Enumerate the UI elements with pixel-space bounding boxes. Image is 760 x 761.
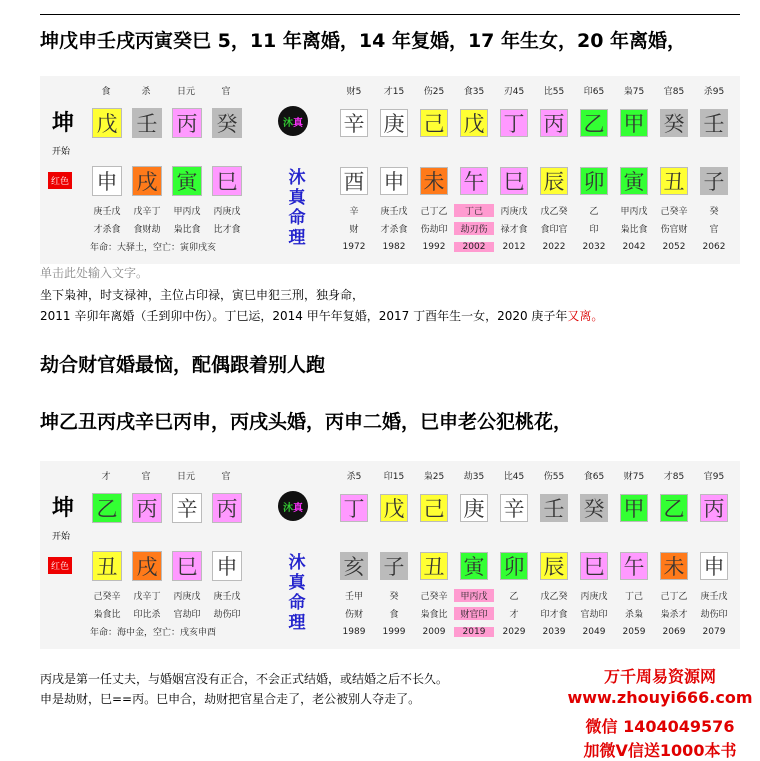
- luck-god-label: 枭25: [423, 472, 445, 482]
- luck-hidden-stems: 己癸辛: [660, 207, 688, 217]
- luck-god-label: 杀95: [703, 87, 725, 97]
- luck-branch[interactable]: 午: [460, 167, 488, 195]
- luck-god-label: 食65: [583, 472, 605, 482]
- luck-year: 2069: [662, 627, 686, 637]
- heading-rule: 劫合财官婚最恼，配偶跟着别人跑: [40, 354, 326, 376]
- luck-stem[interactable]: 壬: [540, 494, 568, 522]
- pillar-hidden-gods: 印比杀: [133, 610, 161, 620]
- luck-branch[interactable]: 辰: [540, 552, 568, 580]
- luck-god-label: 比55: [543, 87, 565, 97]
- pillar-god-label: 杀: [141, 87, 151, 97]
- pillar-stem: 乙: [92, 493, 122, 523]
- luck-god-label: 财5: [346, 87, 362, 97]
- luck-branch[interactable]: 卯: [580, 167, 608, 195]
- analysis-line-2-highlight: 又离。: [567, 309, 604, 323]
- ad-site-name: 万千周易资源网: [603, 667, 716, 686]
- luck-year: 2022: [542, 242, 566, 252]
- pillar-branch: 丑: [92, 551, 122, 581]
- luck-god-label: 印15: [383, 472, 405, 482]
- pillar-hidden-stems: 丙庚戊: [173, 592, 201, 602]
- luck-hidden-gods: 禄才食: [500, 225, 528, 235]
- pillar-hidden-gods: 枭比食: [173, 225, 201, 235]
- luck-stem[interactable]: 庚: [460, 494, 488, 522]
- luck-hidden-gods: 才杀食: [380, 225, 408, 235]
- luck-stem[interactable]: 乙: [580, 109, 608, 137]
- luck-stem[interactable]: 丙: [700, 494, 728, 522]
- brand-logo-icon: [278, 106, 308, 136]
- luck-year: 2002: [454, 242, 494, 252]
- luck-year: 2012: [502, 242, 526, 252]
- luck-god-label: 刃45: [503, 87, 525, 97]
- pillar-hidden-gods: 才杀食: [93, 225, 121, 235]
- pillar-stem: 丙: [172, 108, 202, 138]
- luck-branch[interactable]: 未: [660, 552, 688, 580]
- start-label: 开始: [52, 532, 71, 542]
- pillar-god-label: 日元: [176, 87, 195, 97]
- heading-case-1: 坤戊申壬戌丙寅癸巳 5，11 年离婚，14 年复婚，17 年生女，20 年离婚，: [40, 30, 687, 52]
- luck-hidden-gods: 才: [509, 610, 519, 620]
- luck-hidden-gods: 印才食: [540, 610, 568, 620]
- pillar-hidden-stems: 己癸辛: [93, 592, 121, 602]
- luck-hidden-stems: 戊乙癸: [540, 207, 568, 217]
- luck-branch[interactable]: 卯: [500, 552, 528, 580]
- ad-offer: 加微V信送1000本书: [583, 741, 737, 760]
- luck-god-label: 伤55: [543, 472, 565, 482]
- luck-branch[interactable]: 子: [380, 552, 408, 580]
- pillar-hidden-stems: 丙庚戊: [213, 207, 241, 217]
- pillar-god-label: 食: [101, 87, 111, 97]
- luck-god-label: 才85: [663, 472, 685, 482]
- luck-hidden-stems: 癸: [389, 592, 399, 602]
- pillar-hidden-gods: 枭食比: [93, 610, 121, 620]
- logo-char-a: 沐: [283, 117, 293, 129]
- luck-stem[interactable]: 壬: [700, 109, 728, 137]
- luck-year: 2042: [622, 242, 646, 252]
- luck-branch[interactable]: 寅: [620, 167, 648, 195]
- heading-case-2: 坤乙丑丙戌辛巳丙申，丙戌头婚，丙申二婚，巳申老公犯桃花，: [40, 411, 573, 433]
- logo-char-a: 沐: [283, 502, 293, 514]
- luck-hidden-stems: 乙: [589, 207, 599, 217]
- analysis-line-2: [40, 307, 603, 324]
- pillar-god-label: 官: [221, 87, 231, 97]
- brand-vertical-char: 理: [288, 613, 306, 633]
- pillar-branch: 戌: [132, 166, 162, 196]
- brand-vertical-char: 命: [288, 208, 306, 228]
- luck-hidden-stems: 庚壬戊: [380, 207, 408, 217]
- kun-label: 坤: [52, 110, 75, 136]
- luck-hidden-gods: 食: [389, 610, 399, 620]
- luck-god-label: 财75: [623, 472, 645, 482]
- luck-stem[interactable]: 甲: [620, 109, 648, 137]
- luck-stem[interactable]: 辛: [500, 494, 528, 522]
- pillar-god-label: 日元: [176, 472, 195, 482]
- luck-hidden-stems: 戊乙癸: [540, 592, 568, 602]
- luck-god-label: 官85: [663, 87, 685, 97]
- luck-hidden-stems: 丁己: [624, 592, 643, 602]
- pillar-hidden-gods: 食财劫: [133, 225, 161, 235]
- pillar-hidden-stems: 戊辛丁: [133, 207, 161, 217]
- luck-branch[interactable]: 午: [620, 552, 648, 580]
- luck-stem[interactable]: 丁: [340, 494, 368, 522]
- luck-hidden-stems: 丁己: [454, 204, 494, 217]
- pillar-branch: 巳: [212, 166, 242, 196]
- luck-god-label: 官95: [703, 472, 725, 482]
- luck-stem[interactable]: 戊: [460, 109, 488, 137]
- luck-branch[interactable]: 申: [380, 167, 408, 195]
- luck-branch[interactable]: 亥: [340, 552, 368, 580]
- brand-vertical-char: 沐: [288, 168, 306, 188]
- luck-hidden-stems: 壬甲: [344, 592, 363, 602]
- luck-hidden-gods: 枭杀才: [660, 610, 688, 620]
- brand-vertical-char: 命: [288, 593, 306, 613]
- luck-year: 2062: [702, 242, 726, 252]
- pillar-branch: 申: [212, 551, 242, 581]
- luck-hidden-stems: 甲丙戊: [454, 589, 494, 602]
- luck-year: 2039: [542, 627, 566, 637]
- luck-hidden-stems: 己癸辛: [420, 592, 448, 602]
- luck-hidden-stems: 庚壬戊: [700, 592, 728, 602]
- luck-branch[interactable]: 辰: [540, 167, 568, 195]
- luck-hidden-gods: 食印官: [540, 225, 568, 235]
- luck-hidden-stems: 甲丙戊: [620, 207, 648, 217]
- luck-branch[interactable]: 未: [420, 167, 448, 195]
- ad-wechat: 微信 1404049576: [585, 717, 735, 736]
- pillar-stem: 壬: [132, 108, 162, 138]
- luck-hidden-gods: 印: [589, 225, 599, 235]
- bazi-chart-1: [40, 76, 740, 264]
- red-tag[interactable]: 红色: [48, 172, 72, 189]
- luck-year: 2059: [622, 627, 646, 637]
- chart-footer: 年命：大驿土，空亡：寅卯戌亥: [90, 243, 217, 253]
- luck-hidden-stems: 丙庚戊: [580, 592, 608, 602]
- luck-hidden-gods: 伤劫印: [420, 225, 448, 235]
- pillar-stem: 丙: [212, 493, 242, 523]
- pillar-hidden-stems: 戊辛丁: [133, 592, 161, 602]
- luck-year: 2019: [454, 627, 494, 637]
- brand-logo-icon: [278, 491, 308, 521]
- luck-hidden-gods: 伤财: [344, 610, 363, 620]
- logo-char-b: 真: [293, 502, 303, 514]
- luck-hidden-gods: 官劫印: [580, 610, 608, 620]
- luck-stem[interactable]: 己: [420, 494, 448, 522]
- luck-branch[interactable]: 巳: [580, 552, 608, 580]
- luck-god-label: 印65: [583, 87, 605, 97]
- luck-branch[interactable]: 巳: [500, 167, 528, 195]
- luck-stem[interactable]: 乙: [660, 494, 688, 522]
- luck-year: 2029: [502, 627, 526, 637]
- brand-vertical-char: 理: [288, 228, 306, 248]
- luck-hidden-stems: 己丁乙: [420, 207, 448, 217]
- luck-stem[interactable]: 庚: [380, 109, 408, 137]
- pillar-hidden-stems: 甲丙戊: [173, 207, 201, 217]
- luck-stem[interactable]: 辛: [340, 109, 368, 137]
- input-hint-text[interactable]: 单击此处输入文字。: [40, 266, 149, 280]
- pillar-branch: 寅: [172, 166, 202, 196]
- luck-hidden-stems: 己丁乙: [660, 592, 688, 602]
- luck-hidden-stems: 丙庚戊: [500, 207, 528, 217]
- pillar-branch: 巳: [172, 551, 202, 581]
- pillar-stem: 癸: [212, 108, 242, 138]
- luck-hidden-stems: 乙: [509, 592, 519, 602]
- luck-god-label: 食35: [463, 87, 485, 97]
- analysis-line-1: 坐下枭神，时支禄神，主位占印禄，寅巳申犯三刑，独身命，: [40, 288, 365, 302]
- luck-year: 1972: [342, 242, 366, 252]
- luck-branch[interactable]: 子: [700, 167, 728, 195]
- chart-footer: 年命：海中金，空亡：戌亥申酉: [90, 628, 217, 638]
- luck-god-label: 枭75: [623, 87, 645, 97]
- luck-branch[interactable]: 丑: [420, 552, 448, 580]
- luck-branch[interactable]: 申: [700, 552, 728, 580]
- luck-branch[interactable]: 寅: [460, 552, 488, 580]
- pillar-stem: 戊: [92, 108, 122, 138]
- luck-year: 2052: [662, 242, 686, 252]
- luck-god-label: 比45: [503, 472, 525, 482]
- pillar-branch: 申: [92, 166, 122, 196]
- luck-hidden-gods: 劫伤印: [700, 610, 728, 620]
- analysis-line-2-text: 2011 辛卯年离婚（壬到卯中伤）。丁巳运，2014 甲午年复婚，2017 丁酉年生一女，2020 庚子年: [40, 309, 568, 323]
- luck-god-label: 劫35: [463, 472, 485, 482]
- luck-year: 2049: [582, 627, 606, 637]
- luck-hidden-gods: 劫刃伤: [454, 222, 494, 235]
- luck-year: 1999: [382, 627, 406, 637]
- luck-god-label: 杀5: [346, 472, 362, 482]
- start-label: 开始: [52, 147, 71, 157]
- luck-stem[interactable]: 戊: [380, 494, 408, 522]
- luck-stem[interactable]: 丁: [500, 109, 528, 137]
- luck-branch[interactable]: 丑: [660, 167, 688, 195]
- luck-hidden-stems: 癸: [709, 207, 719, 217]
- bazi-chart-2: [40, 461, 740, 649]
- top-divider: [40, 14, 740, 15]
- luck-god-label: 伤25: [423, 87, 445, 97]
- logo-char-b: 真: [293, 117, 303, 129]
- luck-year: 1992: [422, 242, 446, 252]
- pillar-god-label: 官: [221, 472, 231, 482]
- kun-label: 坤: [52, 495, 75, 521]
- luck-hidden-gods: 杀枭: [624, 610, 643, 620]
- analysis-line-3: 丙戌是第一任丈夫，与婚姻宫没有正合，不会正式结婚，或结婚之后不长久。: [40, 672, 449, 686]
- pillar-stem: 辛: [172, 493, 202, 523]
- luck-hidden-gods: 枭食比: [420, 610, 448, 620]
- luck-god-label: 才15: [383, 87, 405, 97]
- pillar-stem: 丙: [132, 493, 162, 523]
- luck-year: 2079: [702, 627, 726, 637]
- pillar-hidden-stems: 庚壬戊: [213, 592, 241, 602]
- luck-hidden-gods: 伤官财: [660, 225, 688, 235]
- pillar-hidden-gods: 劫伤印: [213, 610, 241, 620]
- luck-year: 2032: [582, 242, 606, 252]
- luck-hidden-gods: 财官印: [454, 607, 494, 620]
- luck-hidden-gods: 财: [349, 225, 359, 235]
- pillar-god-label: 官: [141, 472, 151, 482]
- brand-vertical-char: 真: [288, 188, 306, 208]
- pillar-hidden-stems: 庚壬戊: [93, 207, 121, 217]
- luck-hidden-stems: 辛: [349, 207, 359, 217]
- luck-stem[interactable]: 癸: [580, 494, 608, 522]
- ad-site-url[interactable]: www.zhouyi666.com: [567, 688, 753, 707]
- pillar-hidden-gods: 官劫印: [173, 610, 201, 620]
- pillar-branch: 戌: [132, 551, 162, 581]
- luck-hidden-gods: 官: [709, 225, 719, 235]
- luck-year: 2009: [422, 627, 446, 637]
- brand-vertical-char: 真: [288, 573, 306, 593]
- luck-stem[interactable]: 甲: [620, 494, 648, 522]
- luck-stem[interactable]: 丙: [540, 109, 568, 137]
- luck-hidden-gods: 枭比食: [620, 225, 648, 235]
- luck-year: 1989: [342, 627, 366, 637]
- luck-branch[interactable]: 酉: [340, 167, 368, 195]
- pillar-hidden-gods: 比才食: [213, 225, 241, 235]
- analysis-line-4: 申是劫财，巳==丙。巳申合，劫财把官星合走了，老公被别人夺走了。: [40, 692, 421, 706]
- brand-vertical-char: 沐: [288, 553, 306, 573]
- red-tag[interactable]: 红色: [48, 557, 72, 574]
- pillar-god-label: 才: [101, 472, 111, 482]
- luck-stem[interactable]: 己: [420, 109, 448, 137]
- luck-year: 1982: [382, 242, 406, 252]
- luck-stem[interactable]: 癸: [660, 109, 688, 137]
